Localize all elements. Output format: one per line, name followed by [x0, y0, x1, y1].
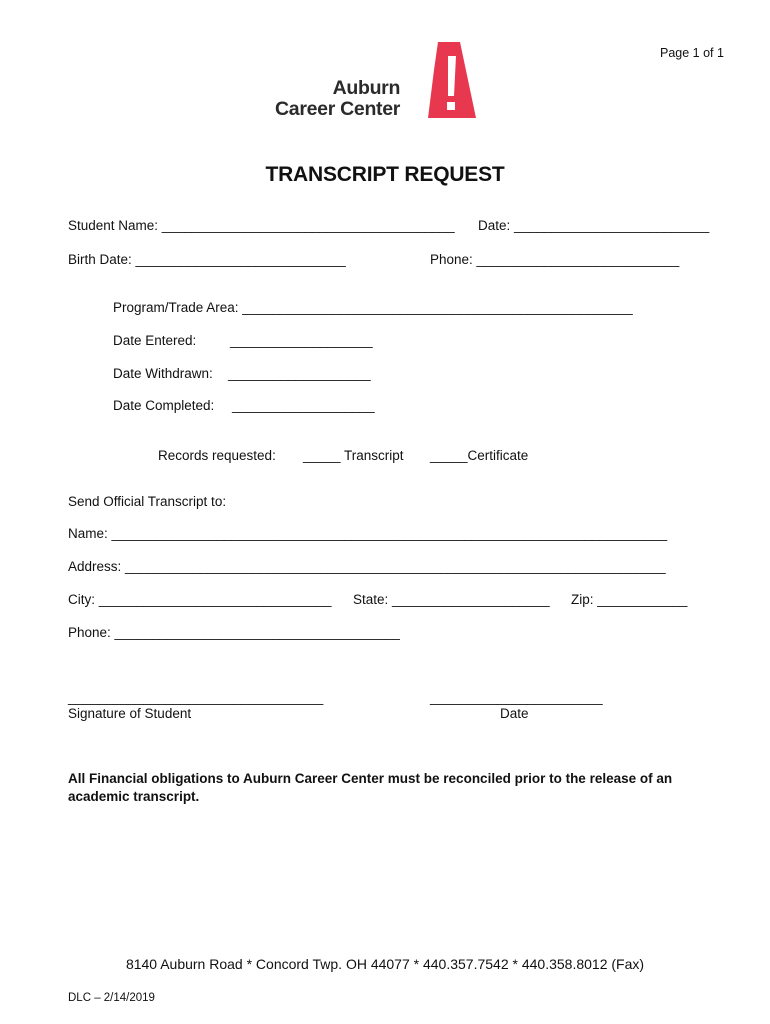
signature-label: Signature of Student: [68, 706, 192, 721]
recipient-state-field[interactable]: State: _____________________: [353, 592, 550, 607]
recipient-city-field[interactable]: City: _______________________________: [68, 592, 332, 607]
page-title: TRANSCRIPT REQUEST: [265, 163, 505, 186]
program-area-field[interactable]: Program/Trade Area: ____________________________________________________: [113, 300, 633, 315]
date-withdrawn-label: Date Withdrawn:: [113, 366, 213, 381]
recipient-phone-field[interactable]: Phone: ______________________________________: [68, 625, 400, 640]
financial-notice: All Financial obligations to Auburn Career Center must be reconciled prior to the release of an academic transcript.: [68, 771, 673, 804]
date-withdrawn-field[interactable]: ___________________: [228, 366, 371, 381]
date-entered-label: Date Entered:: [113, 333, 197, 348]
request-date-field[interactable]: Date: __________________________: [478, 218, 710, 233]
logo-mark-dot: [447, 102, 455, 110]
signature-date-label: Date: [500, 706, 529, 721]
birth-date-field[interactable]: Birth Date: ____________________________: [68, 252, 346, 267]
date-completed-label: Date Completed:: [113, 398, 215, 413]
transcript-option[interactable]: _____ Transcript: [303, 448, 404, 463]
document-code: DLC – 2/14/2019: [68, 992, 155, 1004]
certificate-option[interactable]: _____Certificate: [430, 448, 529, 463]
date-completed-field[interactable]: ___________________: [232, 398, 375, 413]
address-footer: 8140 Auburn Road * Concord Twp. OH 44077 * 440.357.7542 * 440.358.8012 (Fax): [125, 956, 645, 972]
signature-field[interactable]: __________________________________: [68, 690, 324, 705]
date-entered-field[interactable]: ___________________: [230, 333, 373, 348]
recipient-zip-field[interactable]: Zip: ____________: [571, 592, 688, 607]
send-to-heading: Send Official Transcript to:: [68, 494, 227, 509]
logo-wordmark: [275, 78, 400, 120]
recipient-name-field[interactable]: Name: __________________________________________________________________________: [68, 526, 668, 541]
exclamation-mark-logo-icon: [426, 42, 478, 118]
recipient-address-field[interactable]: Address: ________________________________________________________________________: [68, 559, 666, 574]
page-indicator: Page 1 of 1: [660, 46, 724, 60]
signature-date-field[interactable]: _______________________: [430, 690, 603, 705]
records-requested-label: Records requested:: [158, 448, 276, 463]
student-phone-field[interactable]: Phone: ___________________________: [430, 252, 680, 267]
student-name-field[interactable]: Student Name: _______________________________________: [68, 218, 455, 233]
logo-line-2: Career Center: [275, 98, 401, 120]
logo-line-1: Auburn: [332, 77, 401, 99]
